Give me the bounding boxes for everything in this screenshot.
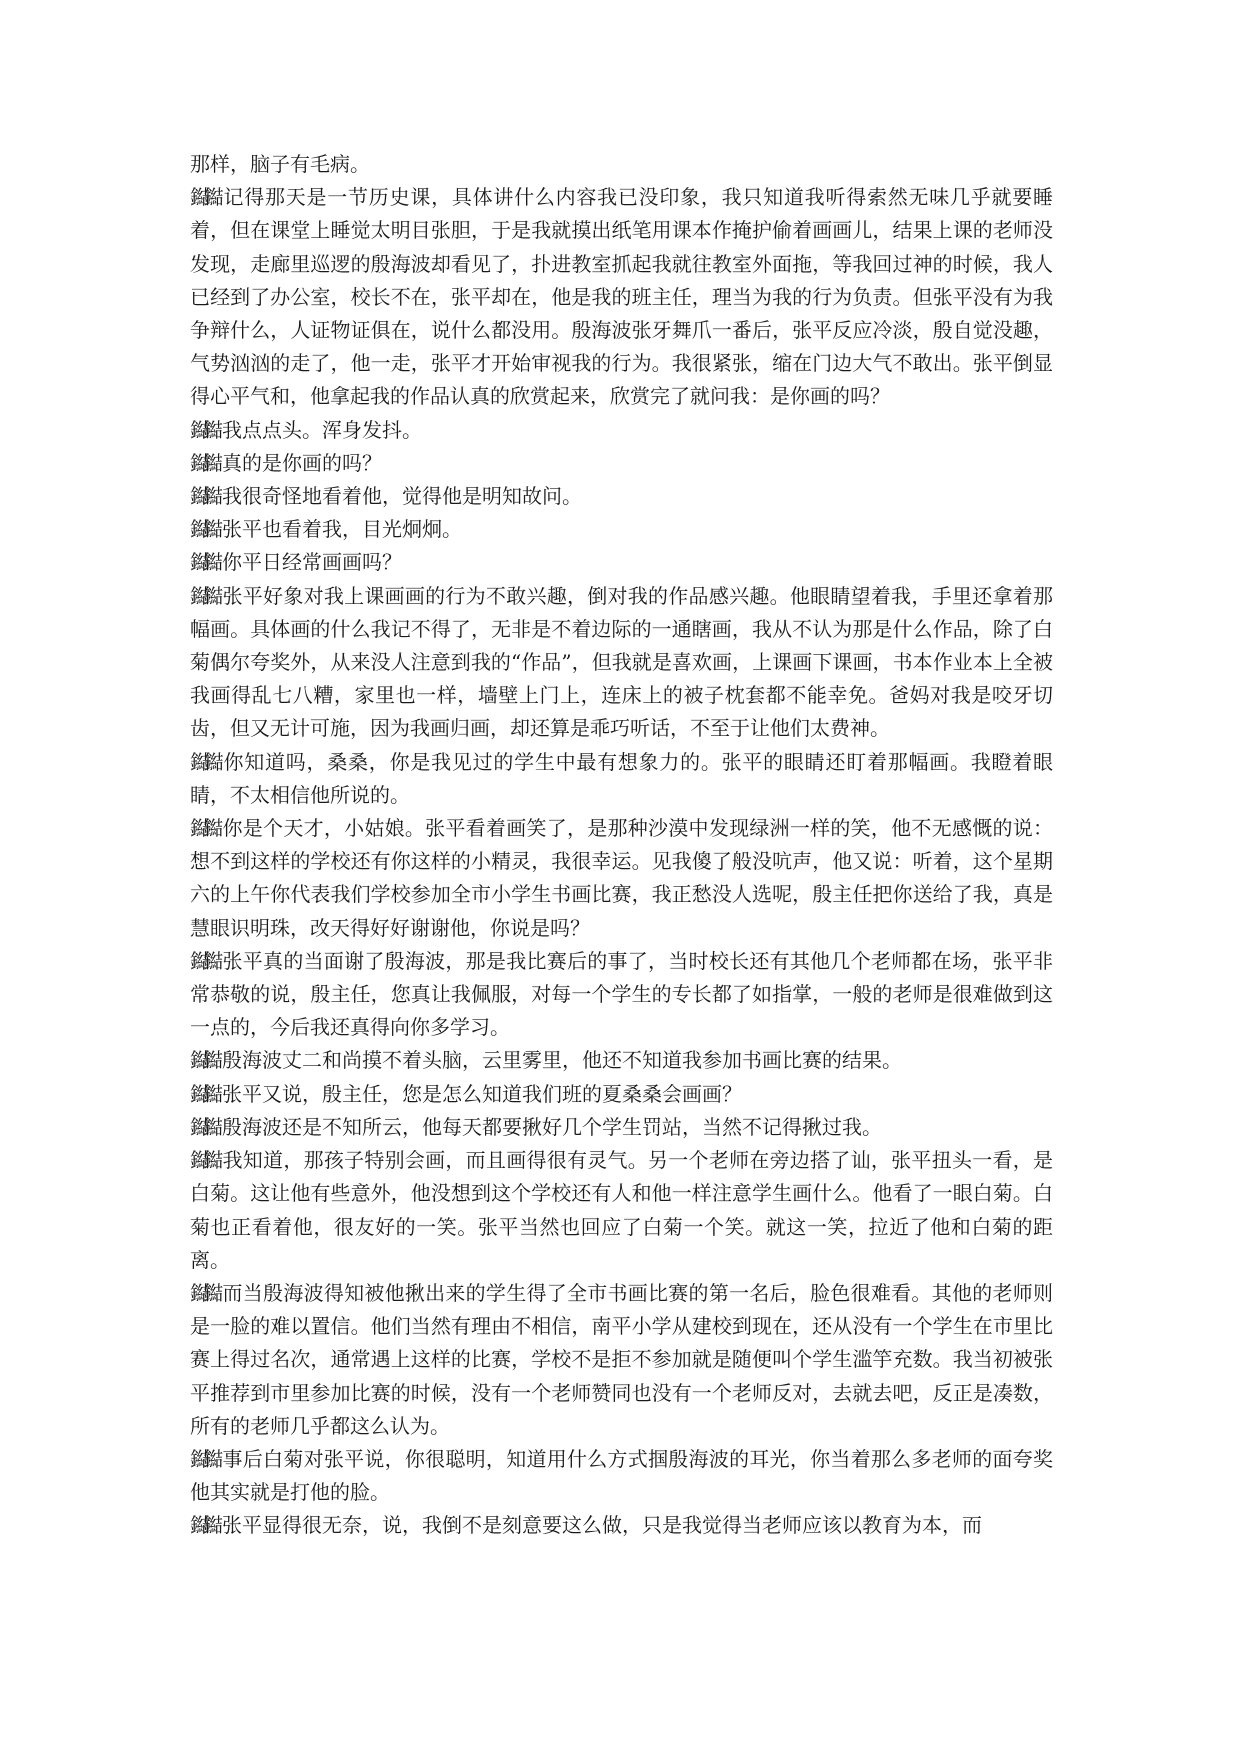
- paragraph-text: 你知道吗，桑桑，你是我见过的学生中最有想象力的。张平的眼睛还盯着那幅画。我瞪着眼睛，不太相信他所说的。: [190, 749, 1054, 807]
- paragraph: [190, 1277, 1053, 1443]
- paragraph-text: 张平显得很无奈，说，我倒不是刻意要这么做，只是我觉得当老师应该以教育为本，而: [222, 1513, 982, 1538]
- garbled-marker: 鐑鐑: [190, 749, 218, 774]
- paragraph-text: 我点点头。浑身发抖。: [222, 417, 422, 442]
- garbled-marker: 鐑鐑: [190, 1114, 216, 1139]
- paragraph: [190, 1443, 1053, 1509]
- paragraph-text: 你平日经常画画吗？: [222, 550, 402, 575]
- document-page: [190, 148, 1053, 1543]
- garbled-marker: 鐑鐑: [190, 450, 216, 475]
- paragraph: [190, 546, 1053, 579]
- paragraph: [190, 148, 1053, 181]
- paragraph-text: 你是个天才，小姑娘。张平看着画笑了，是那种沙漠中发现绿洲一样的笑，他不无感慨的说：想不到这样的学校还有你这样的小精灵，我很幸运。见我傻了般没吭声，他又说：听着，这个星期六的上午你代表我们学校参加全市小学生书画比赛，我正愁没人选呢，殷主任把你送给了我，真是慧眼识明珠，改天得好好谢谢他，你说是吗？: [190, 816, 1054, 940]
- garbled-marker: 鐑鐑: [190, 550, 216, 575]
- paragraph: [190, 414, 1053, 447]
- paragraph: [190, 1078, 1053, 1111]
- paragraph: [190, 1044, 1053, 1077]
- garbled-marker: 鐑鐑: [190, 1513, 216, 1538]
- paragraph-text: 那样，脑子有毛病。: [190, 152, 370, 176]
- paragraph: [190, 447, 1053, 480]
- garbled-marker: 鐑鐑: [190, 1280, 217, 1305]
- paragraph: [190, 181, 1053, 413]
- paragraph-text: 我很奇怪地看着他，觉得他是明知故问。: [222, 484, 582, 509]
- paragraph-text: 殷海波丈二和尚摸不着头脑，云里雾里，他还不知道我参加书画比赛的结果。: [222, 1048, 902, 1073]
- paragraph: [190, 1111, 1053, 1144]
- paragraph: [190, 1509, 1053, 1542]
- paragraph-text: 而当殷海波得知被他揪出来的学生得了全市书画比赛的第一名后，脸色很难看。其他的老师则是一脸的难以置信。他们当然有理由不相信，南平小学从建校到现在，还从没有一个学生在市里比赛上得过名次，通常遇上这样的比赛，学校不是拒不参加就是随便叫个学生滥竽充数。我当初被张平推荐到市里参加比赛的时候，没有一个老师赞同也没有一个老师反对，去就去吧，反正是凑数，所有的老师几乎都这么认为。: [190, 1280, 1054, 1438]
- paragraph: [190, 580, 1053, 746]
- garbled-marker: 鐑鐑: [190, 484, 216, 509]
- paragraph-text: 张平好象对我上课画画的行为不敢兴趣，倒对我的作品感兴趣。他眼睛望着我，手里还拿着那幅画。具体画的什么我记不得了，无非是不着边际的一通瞎画，我从不认为那是什么作品，除了白菊偶尔夸奖外，从来没人注意到我的“作品”，但我就是喜欢画，上课画下课画，书本作业本上全被我画得乱七八糟，家里也一样，墙壁上门上，连床上的被子枕套都不能幸免。爸妈对我是咬牙切齿，但又无计可施，因为我画归画，却还算是乖巧听话，不至于让他们太费神。: [190, 583, 1054, 741]
- garbled-marker: 鐑鐑: [190, 816, 217, 841]
- paragraph: [190, 480, 1053, 513]
- paragraph: [190, 812, 1053, 945]
- paragraph-text: 事后白菊对张平说，你很聪明，知道用什么方式掴殷海波的耳光，你当着那么多老师的面夸奖他其实就是打他的脸。: [190, 1446, 1054, 1505]
- paragraph: [190, 513, 1053, 546]
- garbled-marker: 鐑鐑: [190, 517, 216, 542]
- paragraph-text: 我知道，那孩子特别会画，而且画得很有灵气。另一个老师在旁边搭了讪，张平扭头一看，是白菊。这让他有些意外，他没想到这个学校还有人和他一样注意学生画什么。他看了一眼白菊。白菊也正看着他，很友好的一笑。张平当然也回应了白菊一个笑。就这一笑，拉近了他和白菊的距离。: [190, 1148, 1054, 1272]
- garbled-marker: 鐑鐑: [190, 185, 218, 210]
- garbled-marker: 鐑鐑: [190, 1446, 217, 1471]
- paragraph-text: 殷海波还是不知所云，他每天都要揪好几个学生罚站，当然不记得揪过我。: [222, 1114, 882, 1139]
- garbled-marker: 鐑鐑: [190, 583, 217, 608]
- paragraph-text: 记得那天是一节历史课，具体讲什么内容我已没印象，我只知道我听得索然无味几乎就要睡着，但在课堂上睡觉太明目张胆，于是我就摸出纸笔用课本作掩护偷着画画儿，结果上课的老师没发现，走廊里巡逻的殷海波却看见了，扑进教室抓起我就往教室外面拖，等我回过神的时候，我人已经到了办公室，校长不在，张平却在，他是我的班主任，理当为我的行为负责。但张平没有为我争辩什么，人证物证俱在，说什么都没用。殷海波张牙舞爪一番后，张平反应冷淡，殷自觉没趣，气势汹汹的走了，他一走，张平才开始审视我的行为。我很紧张，缩在门边大气不敢出。张平倒显得心平气和，他拿起我的作品认真的欣赏起来，欣赏完了就问我：是你画的吗？: [190, 185, 1054, 409]
- garbled-marker: 鐑鐑: [190, 948, 217, 973]
- paragraph-text: 张平也看着我，目光炯炯。: [222, 517, 462, 542]
- paragraph-text: 真的是你画的吗？: [222, 450, 382, 475]
- paragraph-text: 张平又说，殷主任，您是怎么知道我们班的夏桑桑会画画？: [222, 1081, 742, 1106]
- garbled-marker: 鐑鐑: [190, 1048, 216, 1073]
- garbled-marker: 鐑鐑: [190, 417, 216, 442]
- paragraph: [190, 945, 1053, 1045]
- garbled-marker: 鐑鐑: [190, 1148, 217, 1173]
- garbled-marker: 鐑鐑: [190, 1081, 216, 1106]
- paragraph: [190, 746, 1053, 812]
- paragraph: [190, 1144, 1053, 1277]
- paragraph-text: 张平真的当面谢了殷海波，那是我比赛后的事了，当时校长还有其他几个老师都在场，张平非常恭敬的说，殷主任，您真让我佩服，对每一个学生的专长都了如指掌，一般的老师是很难做到这一点的，今后我还真得向你多学习。: [190, 948, 1054, 1040]
